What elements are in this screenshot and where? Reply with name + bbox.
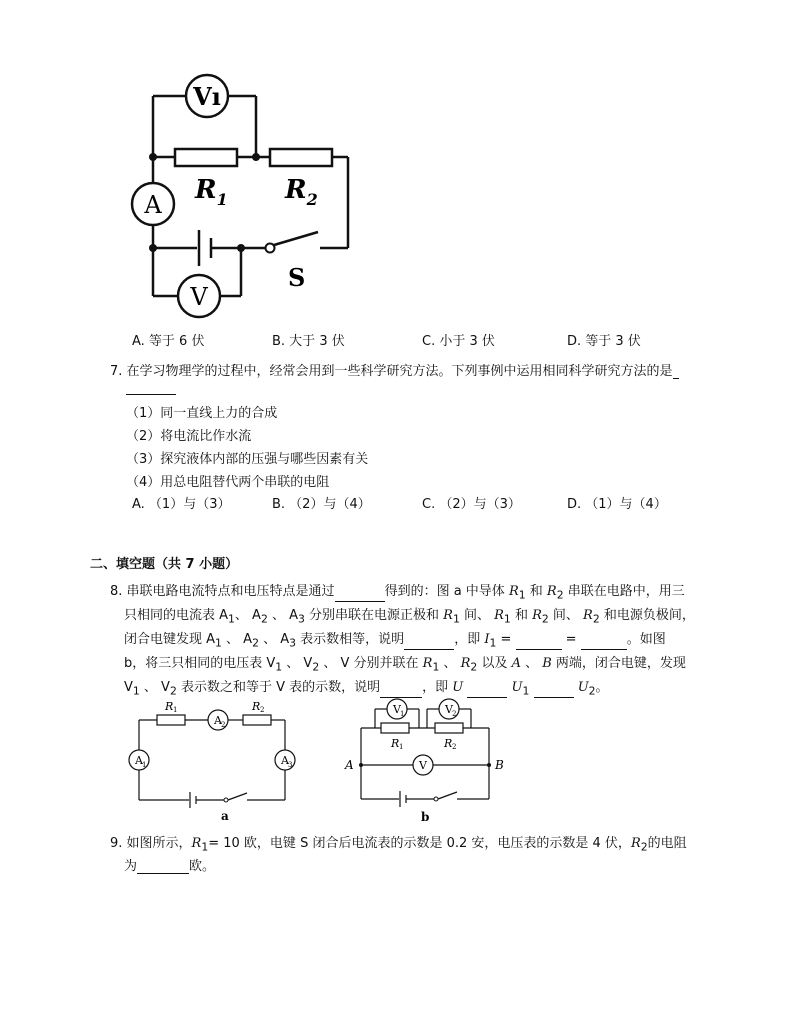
svg-text:Vı: Vı bbox=[193, 82, 221, 111]
svg-text:V: V bbox=[393, 703, 401, 716]
q8-blank-2[interactable] bbox=[404, 635, 454, 650]
q8-line-3: 闭合电键发现 $A_1$ 、 $A_2$ 、 $A_3$ 表示数相等，说明 ，即 $I_1$ = = 。如图 bbox=[124, 632, 666, 650]
q8-blank-7[interactable] bbox=[534, 683, 574, 698]
figure-b-caption: b bbox=[421, 810, 430, 823]
q6-option-b[interactable]: B. 大于 3 伏 bbox=[272, 334, 345, 349]
voltmeter-icon bbox=[178, 275, 220, 317]
q6-option-d[interactable]: D. 等于 3 伏 bbox=[567, 334, 641, 349]
svg-text:V: V bbox=[445, 703, 453, 716]
q7-answer-blank[interactable] bbox=[126, 380, 176, 395]
q7-item-4: （4）用总电阻替代两个串联的电阻 bbox=[126, 475, 330, 490]
q7-option-a[interactable]: A. （1）与（3） bbox=[132, 497, 231, 512]
q9-line-1: 9. 如图所示，$R_1= 10$ 欧，电键 S 闭合后电流表的示数是 0.2 安，电压表的示数是 4 伏，$R_2$的电阻 bbox=[110, 836, 687, 854]
q7-item-1: （1）同一直线上力的合成 bbox=[126, 406, 278, 421]
svg-text:3: 3 bbox=[288, 761, 293, 769]
svg-text:R: R bbox=[391, 737, 400, 750]
svg-text:1: 1 bbox=[399, 743, 404, 751]
svg-text:2: 2 bbox=[452, 710, 457, 718]
r2-label: $R_2$ bbox=[285, 175, 318, 209]
svg-text:R: R bbox=[252, 700, 261, 713]
q7-option-b[interactable]: B. （2）与（4） bbox=[272, 497, 371, 512]
q6-option-a[interactable]: A. 等于 6 伏 bbox=[132, 334, 205, 349]
voltmeter-v1-icon bbox=[186, 75, 228, 117]
q7-option-d[interactable]: D. （1）与（4） bbox=[567, 497, 667, 512]
q7-stem: 7. 在学习物理学的过程中，经常会用到一些科学研究方法。下列事例中运用相同科学研究方法的是 bbox=[110, 360, 679, 379]
svg-text:A: A bbox=[144, 191, 162, 219]
q7-item-2: （2）将电流比作水流 bbox=[126, 429, 252, 444]
q7-option-c[interactable]: C. （2）与（3） bbox=[422, 497, 521, 512]
q8-line-2: 只相同的电流表 $A_1$、 $A_2$ 、 $A_3$ 分别串联在电源正极和 $R_1$ 间、 $R_1$ 和 $R_2$ 间、 $R_2$ 和电源负极间， bbox=[124, 608, 695, 626]
q8-blank-4[interactable] bbox=[581, 635, 627, 650]
svg-text:B: B bbox=[495, 758, 504, 772]
section-heading: 二、填空题（共 7 小题） bbox=[90, 557, 239, 572]
circuit-figure-a bbox=[125, 698, 305, 823]
q6-option-c[interactable]: C. 小于 3 伏 bbox=[422, 334, 495, 349]
svg-text:V: V bbox=[190, 283, 208, 311]
q8-line-5: $V_1$ 、 $V_2$ 表示数之和等于 V 表的示数，说明 ，即 U $U_1$ $U_2$。 bbox=[124, 680, 609, 698]
q8-line-1: 8. 串联电路电流特点和电压特点是通过 得到的：图 a 中导体 $R_1$ 和 $R_2$ 串联在电路中，用三 bbox=[110, 584, 685, 602]
q9-blank[interactable] bbox=[137, 859, 189, 874]
svg-text:R: R bbox=[165, 700, 174, 713]
q7-item-3: （3）探究液体内部的压强与哪些因素有关 bbox=[126, 452, 369, 467]
svg-text:1: 1 bbox=[142, 761, 147, 769]
ammeter-icon bbox=[132, 183, 174, 225]
svg-text:V: V bbox=[419, 759, 427, 772]
svg-text:A: A bbox=[345, 758, 354, 772]
svg-text:R: R bbox=[444, 737, 453, 750]
svg-text:A: A bbox=[214, 714, 222, 727]
svg-text:1: 1 bbox=[400, 710, 405, 718]
figure-a-caption: a bbox=[221, 809, 229, 823]
q9-line-2: 为 欧。 bbox=[124, 859, 216, 874]
circuit-figure-1 bbox=[125, 70, 370, 325]
q8-blank-3[interactable] bbox=[516, 635, 562, 650]
q8-line-4: b，将三只相同的电压表 $V_1$ 、 $V_2$ 、 V 分别并联在 $R_1$ 、 $R_2$ 以及 A 、 B 两端，闭合电键，发现 bbox=[124, 656, 686, 674]
circuit-figure-b bbox=[343, 695, 513, 823]
svg-text:2: 2 bbox=[452, 743, 457, 751]
r1-label: $R_1$ bbox=[195, 175, 228, 209]
svg-text:2: 2 bbox=[260, 706, 265, 714]
switch-label: S bbox=[288, 263, 306, 292]
svg-text:A: A bbox=[135, 754, 143, 767]
svg-text:1: 1 bbox=[173, 706, 178, 714]
svg-text:2: 2 bbox=[221, 721, 226, 729]
q8-blank-1[interactable] bbox=[335, 587, 385, 602]
svg-text:A: A bbox=[281, 754, 289, 767]
